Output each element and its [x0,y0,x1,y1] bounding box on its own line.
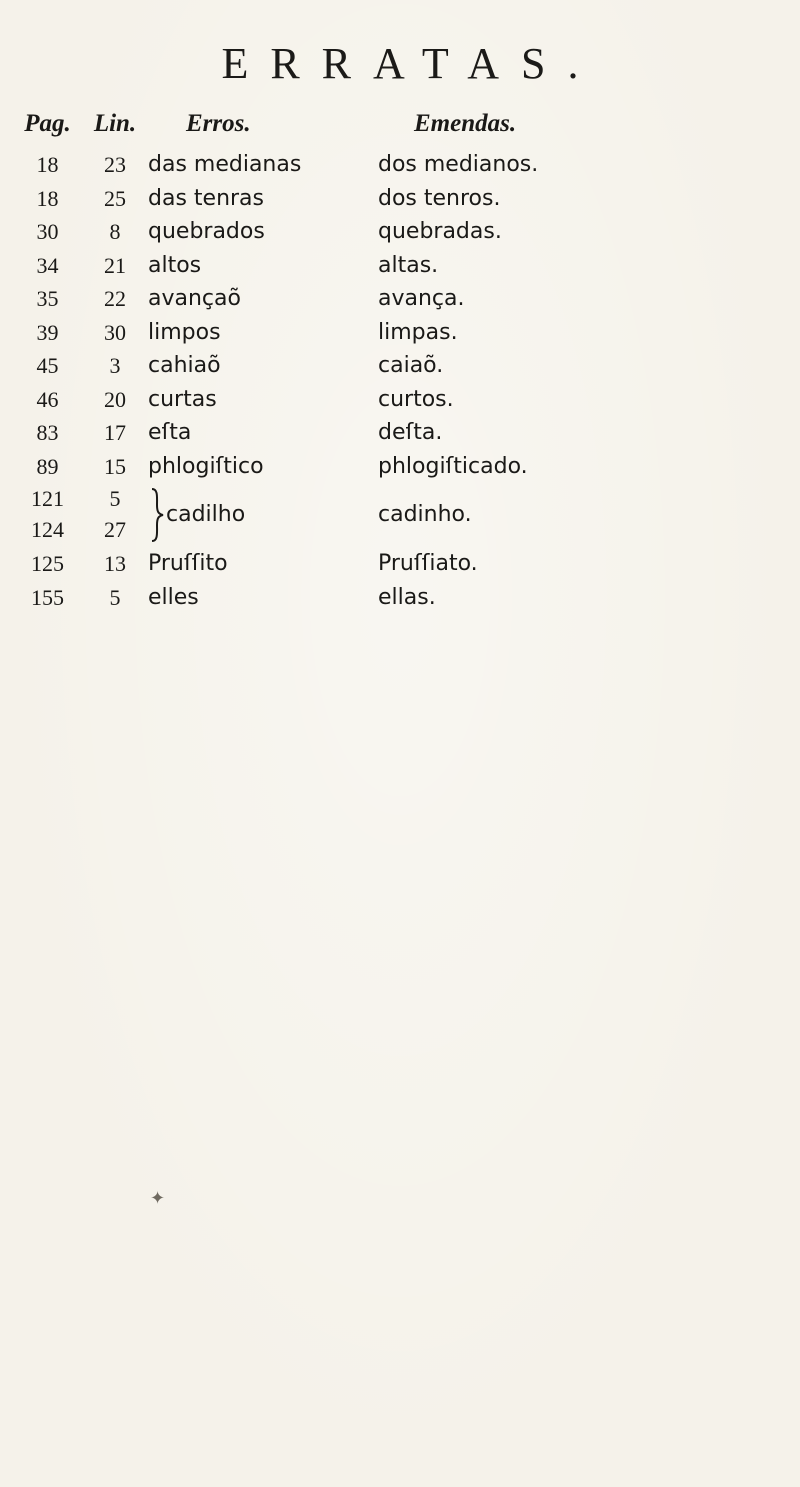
table-header [0,110,800,146]
row-page: 89 [36,453,59,479]
row-error: curtas [148,386,217,412]
row-line: 21 [104,252,126,278]
row-correction: avança. [378,286,465,311]
row-page: 18 [36,185,59,211]
row-error: phlogiſtico [148,453,264,479]
row-correction: curtos. [378,386,454,412]
row-page: 39 [36,319,59,345]
row-page: 35 [36,286,59,311]
row-page: 30 [36,219,59,244]
table-row [0,450,800,484]
row-line: 5 [109,486,121,511]
row-line: 15 [104,453,126,479]
row-lines-stack [85,483,145,545]
header-line: Lin. [93,110,137,137]
row-page: 46 [36,386,59,412]
header-errors: Erros. [186,110,251,137]
ink-speck: ✦ [150,1188,166,1209]
row-line: 3 [109,353,121,378]
row-error: Pruſſito [148,551,228,576]
row-correction: ellas. [378,584,436,610]
row-correction: dos medianos. [378,152,539,177]
row-page: 18 [36,152,59,177]
row-line: 20 [104,386,126,412]
row-correction: caiaõ. [378,353,444,378]
curly-brace-icon [150,487,164,543]
row-correction: Pruſſiato. [378,551,478,576]
table-row [0,547,800,581]
row-correction: phlogiſticado. [378,453,528,479]
table-row [0,349,800,383]
row-line: 22 [104,286,126,311]
table-row [0,416,800,450]
row-error: quebrados [148,219,265,244]
table-row [0,282,800,316]
table-row [0,383,800,417]
row-line: 25 [104,185,126,211]
row-error: cadilho [166,502,246,527]
table-row [0,316,800,350]
row-page: 45 [36,353,59,378]
row-line: 13 [104,551,126,576]
row-correction: dos tenros. [378,185,501,211]
row-line: 23 [104,152,126,177]
row-error: eſta [148,420,192,445]
table-row [0,215,800,249]
row-page: 121 [31,486,64,511]
row-page: 155 [31,584,64,610]
page-title: ERRATAS. [221,39,601,88]
row-line: 30 [104,319,126,345]
header-corrections: Emendas. [414,110,517,137]
table-row [0,148,800,182]
table-row [0,249,800,283]
row-error: avançaõ [148,286,241,311]
row-error: altos [148,252,202,278]
row-correction: deſta. [378,420,443,445]
row-page: 34 [36,252,59,278]
row-line: 17 [104,420,126,445]
row-page: 83 [36,420,59,445]
row-error: das medianas [148,152,302,177]
row-correction: cadinho. [378,502,472,527]
row-line: 27 [104,517,126,542]
errata-table [0,148,800,614]
row-page: 125 [31,551,64,576]
table-row [0,581,800,615]
header-page: Pag. [24,110,71,137]
row-correction: quebradas. [378,219,502,244]
bracketed-table-row [0,483,800,547]
row-line: 5 [109,584,121,610]
row-error: cahiaõ [148,353,221,378]
row-correction: limpas. [378,319,458,345]
row-page: 124 [31,517,64,542]
row-error: limpos [148,319,221,345]
row-error: elles [148,584,199,610]
row-error: das tenras [148,185,264,211]
table-row [0,182,800,216]
row-correction: altas. [378,252,439,278]
row-line: 8 [109,219,121,244]
row-pages-stack [10,483,85,545]
